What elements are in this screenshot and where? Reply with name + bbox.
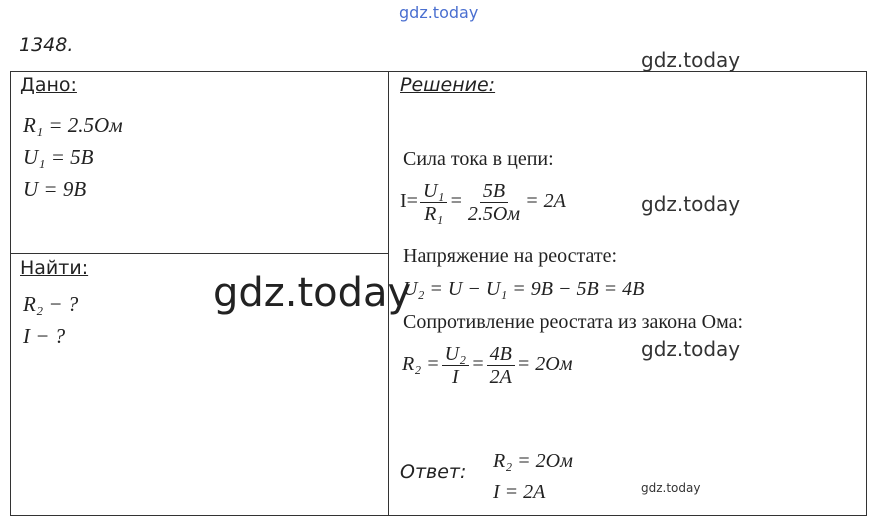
find-r2: R₂ − ? [23, 292, 79, 316]
equals-sign: = [449, 190, 463, 213]
watermark-top: gdz.today [399, 3, 479, 22]
answer-r2: R₂ = 2Ом [493, 450, 573, 472]
problem-number: 1348. [19, 34, 74, 56]
fraction-num: 5В [480, 180, 508, 203]
resistance-formula [402, 343, 573, 388]
fraction-values [465, 180, 523, 225]
given-r1: R₁ = 2.5Ом [23, 113, 123, 137]
resistance-lhs: R₂ = [402, 353, 440, 376]
fraction-den: 2А [489, 366, 512, 388]
fraction-num: 4В [487, 343, 515, 366]
find-heading: Найти: [20, 257, 89, 279]
fraction-num: U₁ [420, 180, 447, 203]
watermark-2: gdz.today [641, 192, 741, 216]
equals-sign: = [471, 353, 485, 376]
fraction-den: 2.5Ом [467, 203, 521, 225]
fraction-u2-i [442, 343, 469, 388]
resistance-result: = 2Ом [516, 353, 573, 376]
fraction-den: I [452, 366, 459, 388]
watermark-big: gdz.today [213, 270, 412, 316]
fraction-den: R₁ [424, 203, 444, 225]
given-u1: U₁ = 5В [23, 145, 94, 169]
voltage-label: Напряжение на реостате: [403, 245, 618, 267]
current-result: = 2А [525, 190, 566, 213]
watermark-1: gdz.today [641, 48, 741, 72]
watermark-3: gdz.today [641, 337, 741, 361]
voltage-formula: U₂ = U − U₁ = 9В − 5В = 4В [403, 278, 645, 300]
current-formula [400, 180, 566, 225]
given-u: U = 9В [23, 177, 87, 201]
given-heading: Дано: [20, 74, 77, 96]
answer-label: Ответ: [400, 461, 467, 483]
fraction-values [487, 343, 515, 388]
find-i: I − ? [23, 324, 66, 348]
watermark-small: gdz.today [641, 481, 701, 495]
current-lhs: I= [400, 190, 418, 213]
answer-i: I = 2А [493, 481, 546, 503]
solution-heading: Решение: [400, 74, 496, 96]
current-label: Сила тока в цепи: [403, 148, 554, 170]
row-divider [10, 253, 389, 254]
fraction-num: U₂ [442, 343, 469, 366]
resistance-label: Сопротивление реостата из закона Ома: [403, 311, 744, 333]
fraction-u1-r1 [420, 180, 447, 225]
